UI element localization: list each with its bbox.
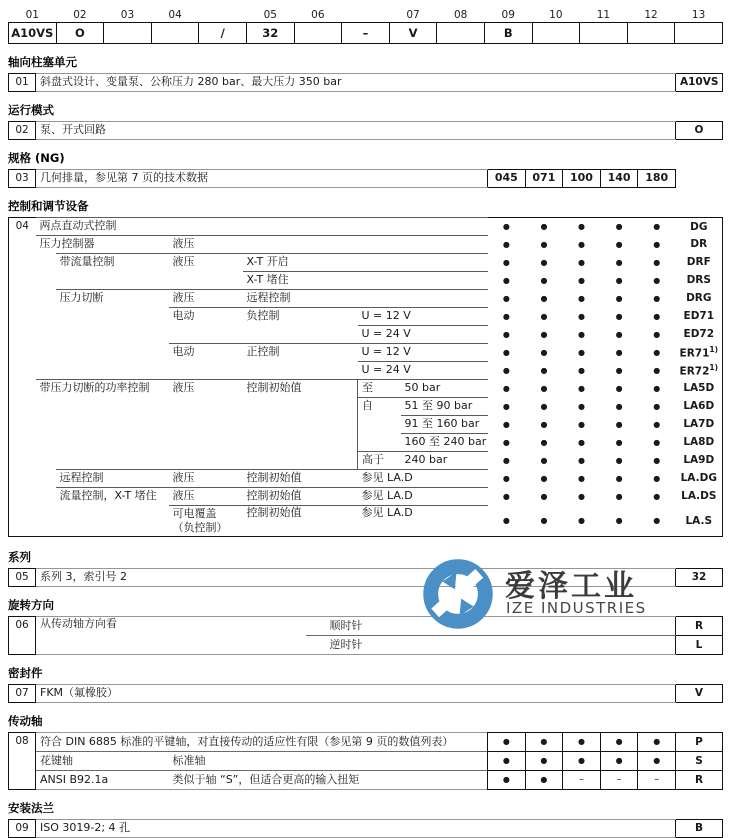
code-box: LA6D <box>683 400 715 413</box>
code-position-numbers <box>9 7 723 23</box>
code-position-number: 09 <box>501 8 515 21</box>
availability-dot: ● <box>615 473 623 483</box>
row-description: 控制初始值 <box>243 380 358 398</box>
availability-dot: ● <box>540 491 548 501</box>
availability-dot: ● <box>615 257 623 267</box>
availability-dot: ● <box>578 516 586 526</box>
section-title-axial-unit: 轴向柱塞单元 <box>8 55 77 69</box>
availability-dot: ● <box>502 455 510 465</box>
section-table-mounting-flange <box>8 819 723 838</box>
code-box: V <box>676 685 723 703</box>
row-description: 液压 <box>169 470 243 488</box>
code-box: ED71 <box>683 310 715 323</box>
code-position-number: 11 <box>596 8 611 21</box>
spacer-cell <box>36 254 56 272</box>
row-description: 负控制 <box>243 308 358 326</box>
spacer-cell <box>675 170 722 188</box>
availability-dot: ● <box>653 473 661 483</box>
row-description: 240 bar <box>401 452 488 470</box>
section-title-drive-shaft: 传动轴 <box>8 714 43 728</box>
spacer-cell <box>36 416 358 434</box>
watermark-en: IZE INDUSTRIES <box>506 599 647 617</box>
row-description: U = 12 V <box>358 344 488 362</box>
code-position-number: 07 <box>406 8 420 21</box>
section-title-controls: 控制和调节设备 <box>8 199 89 213</box>
code-box: O <box>676 122 723 140</box>
code-box: DR <box>690 238 708 251</box>
availability-dot: ● <box>653 437 661 447</box>
availability-dot: ● <box>638 733 676 752</box>
section-title-mounting-flange: 安装法兰 <box>8 801 54 815</box>
availability-dot: ● <box>615 275 623 285</box>
row-number: 05 <box>9 569 36 587</box>
availability-dot: ● <box>653 491 661 501</box>
availability-dot: ● <box>578 222 586 232</box>
availability-dot: ● <box>540 293 548 303</box>
availability-dot: ● <box>488 752 526 771</box>
availability-dot: ● <box>563 733 601 752</box>
availability-dot: ● <box>540 455 548 465</box>
code-value-boxes <box>9 23 723 44</box>
availability-dot: ● <box>502 311 510 321</box>
availability-dot: ● <box>488 733 526 752</box>
availability-dot: ● <box>502 257 510 267</box>
size-cell: 180 <box>638 170 676 188</box>
availability-dot: ● <box>653 401 661 411</box>
code-cell: A10VS <box>9 23 57 44</box>
code-cell: 32 <box>246 23 294 44</box>
availability-dot: ● <box>540 347 548 357</box>
rotation-option-label: 逆时针 <box>306 636 676 655</box>
row-description: 液压 <box>169 488 243 506</box>
availability-dot: ● <box>653 257 661 267</box>
row-description: 91 至 160 bar <box>401 416 488 434</box>
availability-dot: ● <box>653 419 661 429</box>
availability-dot: ● <box>615 329 623 339</box>
availability-dot: ● <box>615 419 623 429</box>
spacer-cell <box>36 362 358 380</box>
spacer-cell <box>36 290 56 308</box>
availability-dot: ● <box>540 365 548 375</box>
availability-dot: ● <box>525 771 563 790</box>
availability-dot: ● <box>615 491 623 501</box>
availability-dot: ● <box>653 239 661 249</box>
row-description: 50 bar <box>401 380 488 398</box>
availability-dot: ● <box>502 491 510 501</box>
row-description: 带流量控制 <box>56 254 169 272</box>
availability-dot: ● <box>578 473 586 483</box>
availability-dot: ● <box>540 419 548 429</box>
availability-dot: ● <box>578 383 586 393</box>
availability-dot: ● <box>653 383 661 393</box>
row-description: 控制初始值 <box>243 506 358 537</box>
section-table-axial-unit <box>8 73 723 92</box>
spacer-cell <box>36 488 56 506</box>
row-description: 符合 DIN 6885 标准的平键轴，对直接传动的适应性有限（参见第 9 页的数值列表） <box>40 734 454 748</box>
code-cell: O <box>56 23 104 44</box>
spacer-cell <box>36 308 169 326</box>
row-number: 08 <box>9 733 36 790</box>
size-cell: 071 <box>525 170 563 188</box>
availability-dot: ● <box>653 222 661 232</box>
availability-dot: ● <box>578 437 586 447</box>
row-description: 花键轴 <box>36 752 169 771</box>
row-description: 液压 <box>169 254 243 272</box>
code-cell: B <box>484 23 532 44</box>
availability-dot: ● <box>653 455 661 465</box>
row-number: 02 <box>9 122 36 140</box>
row-description: U = 24 V <box>358 326 488 344</box>
availability-dash: – <box>563 771 601 790</box>
ordering-code-strip <box>8 7 723 44</box>
code-box: S <box>675 752 722 771</box>
row-description: 压力控制器 <box>36 236 169 254</box>
availability-dot: ● <box>540 222 548 232</box>
code-position-number: 05 <box>263 8 277 21</box>
row-description: 自 <box>358 398 401 416</box>
availability-dot: ● <box>615 239 623 249</box>
availability-dot: ● <box>653 293 661 303</box>
code-position-number: 13 <box>691 8 706 21</box>
code-position-number: 03 <box>120 8 135 21</box>
row-description: 标准轴 <box>169 752 488 771</box>
row-description: 液压 <box>169 380 243 398</box>
code-position-number: 06 <box>311 8 325 21</box>
spacer-cell <box>36 326 358 344</box>
availability-dot: ● <box>502 473 510 483</box>
row-description: 远程控制 <box>56 470 169 488</box>
code-box: LA.DS <box>681 490 717 503</box>
availability-dot: ● <box>502 437 510 447</box>
code-position-number: 08 <box>453 8 468 21</box>
size-cell: 100 <box>563 170 601 188</box>
code-box: LA8D <box>683 436 715 449</box>
footnote-marker: 1) <box>709 344 719 354</box>
row-description <box>169 506 243 537</box>
code-cell <box>151 23 199 44</box>
code-box: LA.DG <box>680 472 717 485</box>
code-box: B <box>676 820 723 838</box>
availability-dot: ● <box>600 752 638 771</box>
code-box: LA5D <box>683 382 715 395</box>
row-description: 控制初始值 <box>243 488 358 506</box>
row-description: ISO 3019-2; 4 孔 <box>36 820 676 838</box>
row-description: 液压 <box>169 290 243 308</box>
spacer-cell <box>36 434 358 452</box>
section-table-series <box>8 568 723 587</box>
code-box: DRS <box>686 274 711 287</box>
row-description: 从传动轴方向看 <box>36 617 306 655</box>
row-description: 压力切断 <box>56 290 169 308</box>
availability-dot: ● <box>653 516 661 526</box>
availability-dot: ● <box>525 752 563 771</box>
availability-dot: ● <box>615 293 623 303</box>
row-description: X-T 开启 <box>243 254 488 272</box>
rotation-option-label: 顺时针 <box>306 617 676 636</box>
availability-dot: ● <box>653 347 661 357</box>
code-position-number: 01 <box>25 8 39 21</box>
availability-dot: ● <box>578 293 586 303</box>
availability-dot: ● <box>615 383 623 393</box>
availability-dot: ● <box>540 275 548 285</box>
row-description: 几何排量，参见第 7 页的技术数据 <box>36 170 488 188</box>
row-description: U = 24 V <box>358 362 488 380</box>
row-description-line: 可电覆盖 <box>172 507 217 521</box>
code-box: A10VS <box>676 74 723 92</box>
code-box: DG <box>690 220 708 233</box>
code-box: LA9D <box>683 454 715 467</box>
availability-dot: ● <box>563 752 601 771</box>
code-cell: V <box>389 23 437 44</box>
availability-dot: ● <box>615 516 623 526</box>
row-description: 160 至 240 bar <box>401 434 488 452</box>
section-table-seals <box>8 684 723 703</box>
availability-dot: ● <box>578 239 586 249</box>
section-table-drive-shaft <box>8 732 723 790</box>
section-table-operation-mode <box>8 121 723 140</box>
availability-dot: ● <box>578 275 586 285</box>
availability-dot: ● <box>502 383 510 393</box>
availability-dot: ● <box>540 329 548 339</box>
availability-dot: ● <box>578 455 586 465</box>
row-description: 带压力切断的功率控制 <box>36 380 169 398</box>
availability-dash: – <box>638 771 676 790</box>
availability-dot: ● <box>502 222 510 232</box>
code-position-number: 04 <box>168 8 182 21</box>
row-description: 电动 <box>169 308 243 326</box>
row-number: 07 <box>9 685 36 703</box>
availability-dot: ● <box>578 329 586 339</box>
row-number: 04 <box>15 220 29 232</box>
availability-dot: ● <box>615 365 623 375</box>
code-cell: – <box>342 23 390 44</box>
code-cell <box>627 23 675 44</box>
availability-dot: ● <box>540 239 548 249</box>
code-position-number: 10 <box>549 8 563 21</box>
code-cell: / <box>199 23 247 44</box>
section-title-operation-mode: 运行模式 <box>8 103 54 117</box>
availability-dot: ● <box>615 311 623 321</box>
availability-dot: ● <box>578 311 586 321</box>
availability-dot: ● <box>502 365 510 375</box>
row-description: 流量控制，X-T 堵住 <box>56 488 169 506</box>
size-cell: 045 <box>488 170 526 188</box>
code-box: LA7D <box>683 418 715 431</box>
row-description: 高于 <box>358 452 401 470</box>
code-cell <box>437 23 485 44</box>
code-box: P <box>675 733 722 752</box>
availability-dot: ● <box>653 329 661 339</box>
row-number: 01 <box>9 74 36 92</box>
availability-dot: ● <box>502 329 510 339</box>
row-description: 液压 <box>169 236 243 254</box>
row-description: 远程控制 <box>243 290 488 308</box>
availability-dot: ● <box>488 771 526 790</box>
spacer-cell <box>36 452 358 470</box>
availability-dot: ● <box>502 293 510 303</box>
code-box: R <box>676 617 723 636</box>
availability-dot: ● <box>525 733 563 752</box>
footnote-marker: 1) <box>709 362 719 372</box>
row-description: X-T 堵住 <box>243 272 488 290</box>
row-description: U = 12 V <box>358 308 488 326</box>
code-box: R <box>675 771 722 790</box>
code-cell <box>675 23 723 44</box>
availability-dot: ● <box>502 347 510 357</box>
watermark-cn: 爱泽工业 <box>505 569 637 604</box>
row-description: 泵、开式回路 <box>36 122 676 140</box>
row-description: 51 至 90 bar <box>401 398 488 416</box>
spacer-cell <box>36 506 169 537</box>
availability-dot: ● <box>578 257 586 267</box>
section-table-controls <box>8 217 723 537</box>
spacer-cell <box>358 434 401 452</box>
size-cell: 140 <box>600 170 638 188</box>
availability-dot: ● <box>638 752 676 771</box>
row-number: 09 <box>9 820 36 838</box>
code-cell <box>104 23 152 44</box>
code-box: L <box>676 636 723 655</box>
spacer-cell <box>36 398 358 416</box>
availability-dot: ● <box>540 257 548 267</box>
code-position-number <box>342 7 390 23</box>
code-cell <box>532 23 580 44</box>
availability-dot: ● <box>615 347 623 357</box>
availability-dot: ● <box>502 275 510 285</box>
row-description: 参见 LA.D <box>358 506 488 537</box>
availability-dot: ● <box>615 222 623 232</box>
availability-dot: ● <box>615 455 623 465</box>
spacer-cell <box>243 236 488 254</box>
row-description: 正控制 <box>243 344 358 362</box>
row-description: 电动 <box>169 344 243 362</box>
code-box: DRG <box>686 292 712 305</box>
spacer-cell <box>36 470 56 488</box>
code-cell <box>580 23 628 44</box>
code-position-number: 02 <box>73 8 87 21</box>
section-title-series: 系列 <box>8 550 31 564</box>
row-description: ANSI B92.1a <box>36 771 169 790</box>
row-number: 06 <box>9 617 36 655</box>
code-position-number: 12 <box>644 8 658 21</box>
code-box: DRF <box>686 256 711 269</box>
availability-dot: ● <box>540 383 548 393</box>
availability-dot: ● <box>653 365 661 375</box>
code-position-number <box>199 7 247 23</box>
availability-dash: – <box>600 771 638 790</box>
row-description: FKM（氟橡胶） <box>36 685 676 703</box>
availability-dot: ● <box>653 311 661 321</box>
section-table-size <box>8 169 722 188</box>
section-title-rotation: 旋转方向 <box>8 598 54 612</box>
code-box: ER72$^{1)}$ <box>679 362 719 378</box>
availability-dot: ● <box>578 419 586 429</box>
availability-dot: ● <box>540 401 548 411</box>
row-description: 类似于轴 “S”，但适合更高的输入扭矩 <box>169 771 488 790</box>
availability-dot: ● <box>502 516 510 526</box>
code-box: LA.S <box>685 514 713 527</box>
row-description: 至 <box>358 380 401 398</box>
availability-dot: ● <box>540 516 548 526</box>
spacer-cell <box>36 272 243 290</box>
code-box: ED72 <box>683 328 715 341</box>
row-number: 03 <box>9 170 36 188</box>
row-description: 控制初始值 <box>243 470 358 488</box>
availability-dot: ● <box>540 473 548 483</box>
availability-dot: ● <box>653 275 661 285</box>
spacer-cell <box>36 344 169 362</box>
availability-dot: ● <box>502 239 510 249</box>
row-description-line: （负控制） <box>172 521 228 534</box>
row-description: 参见 LA.D <box>358 470 488 488</box>
section-title-seals: 密封件 <box>8 666 43 680</box>
code-box: ER71$^{1)}$ <box>679 344 719 360</box>
row-description: 两点直动式控制 <box>36 218 488 236</box>
availability-dot: ● <box>615 401 623 411</box>
availability-dot: ● <box>615 437 623 447</box>
code-cell <box>294 23 342 44</box>
availability-dot: ● <box>540 311 548 321</box>
availability-dot: ● <box>502 419 510 429</box>
row-description: 参见 LA.D <box>358 488 488 506</box>
availability-dot: ● <box>578 347 586 357</box>
row-description: 系列 3，索引号 2 <box>36 569 676 587</box>
row-description: 斜盘式设计、变量泵、公称压力 280 bar、最大压力 350 bar <box>36 74 676 92</box>
spacer-cell <box>358 416 401 434</box>
availability-dot: ● <box>540 437 548 447</box>
code-box: 32 <box>676 569 723 587</box>
availability-dot: ● <box>578 401 586 411</box>
availability-dot: ● <box>578 491 586 501</box>
section-table-rotation <box>8 616 723 655</box>
availability-dot: ● <box>600 733 638 752</box>
section-title-size: 规格 (NG) <box>8 151 65 165</box>
availability-dot: ● <box>502 401 510 411</box>
availability-dot: ● <box>578 365 586 375</box>
